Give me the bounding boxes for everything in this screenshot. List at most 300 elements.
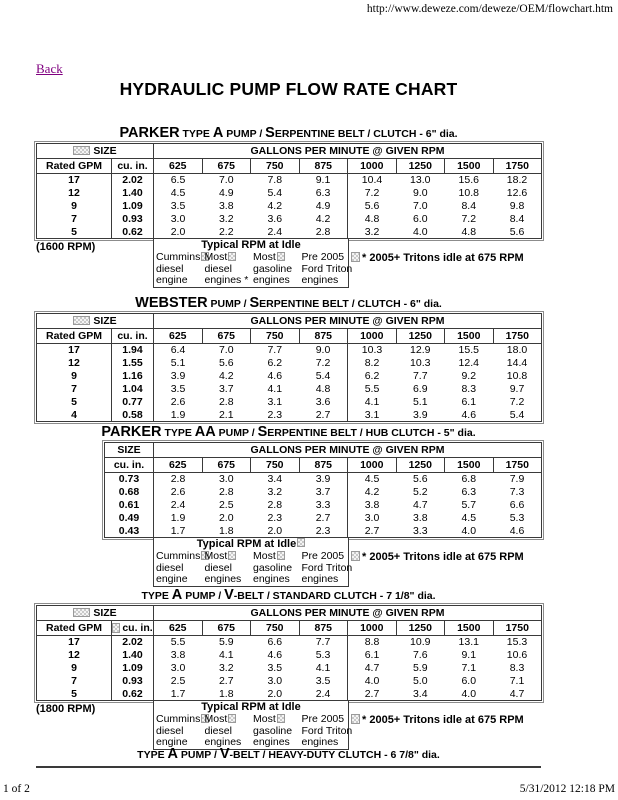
table-row <box>37 409 542 422</box>
column-header: 1750 <box>493 159 542 174</box>
title-segment: ERPENTINE BELT / CLUTCH - 6" dia. <box>274 128 458 140</box>
column-header: 1500 <box>445 621 494 636</box>
cell: 6.8 <box>461 473 477 485</box>
cell: 8.4 <box>461 199 477 212</box>
table-row <box>37 357 542 370</box>
cell: 3.7 <box>315 485 331 498</box>
table-title <box>36 126 541 141</box>
table-row <box>37 636 542 649</box>
cell: 3.0 <box>170 661 186 674</box>
table-row <box>37 213 542 226</box>
broken-image-icon <box>277 252 285 261</box>
column-header: cu. in. <box>112 159 154 174</box>
idle-note <box>351 551 524 563</box>
cell: 4.0 <box>461 524 477 537</box>
title-segment: A <box>212 125 224 141</box>
idle-columns <box>154 251 353 287</box>
cell: 2.7 <box>348 525 397 538</box>
table-row <box>37 649 542 662</box>
cell: 4.0 <box>412 225 428 238</box>
idle-rpm-box <box>153 701 353 750</box>
column-header: 675 <box>202 621 251 636</box>
idle-engine-line: Pre 2005 <box>301 550 345 562</box>
broken-image-icon <box>351 252 360 262</box>
table-row <box>37 226 542 239</box>
cell: 5.9 <box>412 661 428 674</box>
cell: 9.0 <box>315 344 331 356</box>
title-segment: S <box>249 295 260 311</box>
cell: 4.5 <box>170 186 186 199</box>
gpm-header: GALLONS PER MINUTE @ GIVEN RPM <box>154 606 542 621</box>
cell: 2.8 <box>170 473 186 485</box>
table-row <box>105 512 542 525</box>
flow-table-section-parker-type-a <box>0 126 618 291</box>
cell: 7.1 <box>461 661 477 674</box>
size-header <box>37 606 154 621</box>
cell: 1.8 <box>218 687 234 700</box>
cell: 6.9 <box>412 382 428 395</box>
idle-note-text: * 2005+ Tritons idle at 675 RPM <box>362 252 524 264</box>
table-row <box>37 344 542 357</box>
title-segment: PARKER <box>119 125 180 141</box>
idle-engine-col <box>300 713 353 749</box>
cell: 5.4 <box>509 408 525 421</box>
cell: 1.40 <box>112 187 154 200</box>
cell: 3.5 <box>315 674 331 687</box>
column-header: Rated GPM <box>37 159 112 174</box>
cell: 10.4 <box>348 174 397 187</box>
cell: 3.6 <box>315 395 331 408</box>
cell: 6.6 <box>509 498 525 511</box>
idle-engine-line: diesel <box>156 262 184 275</box>
cell: 3.9 <box>170 369 186 382</box>
idle-engine-col <box>251 252 300 287</box>
table-row <box>37 187 542 200</box>
cell: 5.6 <box>348 200 397 213</box>
table-row <box>37 688 542 701</box>
cell: 4.5 <box>461 511 477 524</box>
cell: 5.4 <box>315 369 331 382</box>
column-header: 625 <box>154 159 203 174</box>
title-segment: A <box>171 587 183 603</box>
cell: 1.7 <box>170 687 186 700</box>
cell: 5.4 <box>267 186 283 199</box>
title-segment: PUMP / <box>223 128 266 140</box>
title-segment: ERPENTINE BELT / HUB CLUTCH - 5" dia. <box>267 427 476 439</box>
column-header: 1000 <box>348 159 397 174</box>
idle-engine-line: Most <box>205 714 252 726</box>
column-header: 1250 <box>396 458 445 473</box>
idle-engine-line: Cummins <box>156 714 203 726</box>
cell: 3.1 <box>348 409 397 422</box>
cell: 17 <box>37 344 112 357</box>
idle-engine-line: engines <box>204 736 242 748</box>
idle-rpm-section <box>36 701 596 753</box>
gpm-header: GALLONS PER MINUTE @ GIVEN RPM <box>154 443 542 458</box>
idle-title-text: Typical RPM at Idle <box>196 538 297 550</box>
cell: 2.4 <box>267 225 283 238</box>
table-row <box>37 396 542 409</box>
size-label: SIZE <box>93 144 117 157</box>
cell: 8.3 <box>509 661 525 674</box>
cell: 17 <box>37 174 112 187</box>
column-header-row <box>37 329 542 344</box>
column-header: 1500 <box>445 159 494 174</box>
cell: 7.0 <box>218 174 234 186</box>
column-header: 750 <box>251 159 300 174</box>
column-header: 625 <box>154 621 203 636</box>
cell: 5.6 <box>509 225 525 238</box>
cell: 18.2 <box>506 174 528 186</box>
idle-engine-line: Most <box>205 551 252 563</box>
cell: 2.4 <box>170 498 186 511</box>
idle-engine-col <box>203 252 252 287</box>
cell: 7 <box>37 675 112 688</box>
idle-engine-col <box>154 551 203 586</box>
column-header: Rated GPM <box>37 329 112 344</box>
cell: 5.7 <box>461 498 477 511</box>
cell: 0.93 <box>112 213 154 226</box>
cell: 10.9 <box>410 636 431 648</box>
cell: 6.0 <box>412 212 428 225</box>
idle-title: Typical RPM at Idle <box>201 701 301 713</box>
idle-engine-line: diesel <box>156 724 184 737</box>
column-header-row <box>37 621 542 636</box>
cell: 0.62 <box>112 688 154 701</box>
cell: 2.2 <box>218 225 234 238</box>
cell: 7.7 <box>267 344 283 356</box>
cell: 7.1 <box>509 674 525 687</box>
idle-note <box>351 252 524 264</box>
cell: 10.6 <box>506 648 528 661</box>
group-header-row <box>37 314 542 329</box>
cell: 4.7 <box>412 498 428 511</box>
rated-rpm-label: (1600 RPM) <box>36 241 96 253</box>
cell: 4.0 <box>461 687 477 700</box>
cell: 2.8 <box>267 498 283 511</box>
cell: 9.1 <box>461 648 477 661</box>
cell: 5.5 <box>348 383 397 396</box>
cell: 4.9 <box>315 199 331 212</box>
idle-engine-line: gasoline <box>253 561 293 574</box>
cell: 4.1 <box>315 661 331 674</box>
idle-engine-line: gasoline <box>253 262 293 275</box>
column-header: 750 <box>251 621 300 636</box>
title-segment: TYPE <box>137 749 168 761</box>
cell: 3.0 <box>170 212 186 225</box>
group-header-row <box>37 606 542 621</box>
column-header: Rated GPM <box>37 621 112 636</box>
title-segment: V <box>219 746 230 762</box>
cell: 7.8 <box>267 174 283 186</box>
cell: 6.5 <box>170 174 186 186</box>
broken-image-icon <box>73 146 90 155</box>
column-header: 750 <box>251 458 300 473</box>
table-row <box>37 662 542 675</box>
cell: 2.6 <box>170 395 186 408</box>
cell: 1.9 <box>170 408 186 421</box>
cell: 6.3 <box>315 186 331 199</box>
cell: 4.1 <box>348 396 397 409</box>
group-header-row <box>37 144 542 159</box>
cell: 14.4 <box>506 356 528 369</box>
idle-engine-line: engines * <box>204 274 249 286</box>
column-header: 1500 <box>445 329 494 344</box>
idle-engine-line: Most <box>205 252 252 264</box>
cell: 9.0 <box>412 186 428 199</box>
cell: 9.1 <box>315 174 331 186</box>
idle-engine-line: engine <box>156 736 188 748</box>
table-row <box>37 675 542 688</box>
column-header: 1500 <box>445 458 494 473</box>
idle-engine-line: Cummins <box>156 551 203 563</box>
footer-timestamp: 5/31/2012 12:18 PM <box>519 783 615 795</box>
cell: 18.0 <box>506 344 528 356</box>
idle-engine-line: engines <box>301 573 339 585</box>
cell: 3.8 <box>348 499 397 512</box>
cell: 3.8 <box>170 648 186 661</box>
idle-engine-line: Cummins <box>156 252 203 264</box>
cell: 7.2 <box>509 395 525 408</box>
idle-rpm-section <box>36 239 596 291</box>
cell: 4.2 <box>315 212 331 225</box>
cell: 6.6 <box>267 636 283 648</box>
column-header: 1750 <box>493 329 542 344</box>
cell: 2.8 <box>218 395 234 408</box>
idle-note <box>351 714 524 726</box>
cell: 3.6 <box>267 212 283 225</box>
cell: 0.62 <box>112 226 154 239</box>
cell: 4.6 <box>461 408 477 421</box>
cell: 0.61 <box>105 499 154 512</box>
idle-engine-col <box>300 550 353 586</box>
idle-engine-line: diesel <box>204 724 232 737</box>
title-segment: PARKER <box>101 424 162 440</box>
cell: 7.0 <box>412 199 428 212</box>
title-segment: S <box>265 125 275 141</box>
cell: 6.2 <box>348 370 397 383</box>
broken-image-icon <box>73 608 90 617</box>
table-row <box>105 486 542 499</box>
cell: 4.7 <box>509 687 525 700</box>
idle-rpm-box <box>153 239 353 288</box>
flow-table-section-type-a-vbelt-heavy-duty <box>0 747 618 768</box>
cell: 7.3 <box>509 485 525 498</box>
cell: 5.3 <box>509 511 525 524</box>
cell: 8.8 <box>348 636 397 649</box>
idle-engine-col <box>251 551 300 586</box>
cell: 12.9 <box>410 344 431 356</box>
rated-rpm-label: (1800 RPM) <box>36 703 96 715</box>
column-header: 875 <box>299 458 348 473</box>
cell: 12.4 <box>458 356 479 369</box>
cell: 9 <box>37 662 112 675</box>
idle-engine-line: Pre 2005 <box>301 251 345 263</box>
table-title <box>36 747 541 762</box>
idle-engine-col <box>300 251 353 287</box>
cell: 3.2 <box>218 661 234 674</box>
idle-engine-line: diesel <box>204 262 232 275</box>
table-row <box>37 174 542 187</box>
print-header-url: http://www.deweze.com/deweze/OEM/flowchart.htm <box>366 3 613 15</box>
idle-engine-line: engine <box>156 274 188 286</box>
cell: 5.0 <box>412 674 428 687</box>
title-segment: PUMP / <box>177 749 220 761</box>
cell: 9 <box>37 370 112 383</box>
cell: 17 <box>37 636 112 649</box>
cell: 12 <box>37 357 112 370</box>
title-segment: A <box>167 746 178 762</box>
cell: 7.2 <box>315 356 331 369</box>
cell: 5.1 <box>412 395 428 408</box>
cell: 12 <box>37 187 112 200</box>
cell: 0.43 <box>105 525 154 538</box>
size-header <box>37 314 154 329</box>
cell: 6.1 <box>348 649 397 662</box>
idle-engine-line: engines <box>253 736 290 748</box>
cell: 7.7 <box>412 369 428 382</box>
flow-rate-table <box>36 605 542 701</box>
idle-engine-line: Ford Triton <box>301 724 353 737</box>
cell: 5.3 <box>315 648 331 661</box>
cell: 2.7 <box>315 511 331 524</box>
cell: 4.0 <box>348 675 397 688</box>
cell: 4.8 <box>315 382 331 395</box>
broken-image-icon <box>277 551 285 560</box>
cell: 3.2 <box>218 212 234 225</box>
cell: 0.77 <box>112 396 154 409</box>
column-header: 1250 <box>396 159 445 174</box>
cell: 4.8 <box>348 213 397 226</box>
cell: 4.2 <box>267 199 283 212</box>
cell: 9.8 <box>509 199 525 212</box>
cell: 13.0 <box>410 174 431 186</box>
table-title <box>36 296 541 311</box>
idle-engine-line: Ford Triton <box>301 262 353 275</box>
column-header-row <box>37 159 542 174</box>
broken-image-icon <box>73 316 90 325</box>
idle-note-text: * 2005+ Tritons idle at 675 RPM <box>362 551 524 563</box>
cell: 4.2 <box>218 369 234 382</box>
table-row <box>37 200 542 213</box>
table-row <box>105 473 542 486</box>
idle-engine-line: diesel <box>204 561 232 574</box>
title-segment: ERPENTINE BELT / CLUTCH - 6" dia. <box>259 298 442 310</box>
cell: 1.04 <box>112 383 154 396</box>
cell: 4.5 <box>348 473 397 486</box>
cell: 1.09 <box>112 662 154 675</box>
cell: 3.0 <box>348 512 397 525</box>
column-header-text: cu. in. <box>122 621 153 634</box>
cell: 4.8 <box>461 225 477 238</box>
title-segment: PUMP / <box>182 590 225 602</box>
idle-engine-line: Most <box>253 714 300 726</box>
cell: 1.8 <box>218 524 234 537</box>
cell: 12 <box>37 649 112 662</box>
cell: 5 <box>37 396 112 409</box>
column-header: 1250 <box>396 329 445 344</box>
idle-engine-line: engines <box>253 573 290 585</box>
cell: 10.8 <box>458 186 479 199</box>
cell: 9.2 <box>461 369 477 382</box>
broken-image-icon <box>228 551 236 560</box>
column-header: 1000 <box>348 458 397 473</box>
page-title: HYDRAULIC PUMP FLOW RATE CHART <box>119 79 458 99</box>
title-segment: -BELT / HEAVY-DUTY CLUTCH - 6 7/8" dia. <box>229 749 440 761</box>
flow-table-section-webster <box>0 296 618 422</box>
cell: 6.4 <box>170 344 186 356</box>
size-label: SIZE <box>93 314 117 327</box>
cell: 3.7 <box>218 382 234 395</box>
cell: 2.6 <box>170 485 186 498</box>
size-header <box>105 443 154 458</box>
title-segment: PUMP / <box>215 427 258 439</box>
table-row <box>105 499 542 512</box>
idle-engine-line: engines <box>204 573 242 585</box>
cell: 2.02 <box>112 636 154 649</box>
footer-page-number: 1 of 2 <box>3 783 30 795</box>
cell: 1.09 <box>112 200 154 213</box>
idle-note-text: * 2005+ Tritons idle at 675 RPM <box>362 714 524 726</box>
idle-engine-line: Ford Triton <box>301 561 353 574</box>
cell: 3.5 <box>170 199 186 212</box>
cell: 2.3 <box>315 524 331 537</box>
cell: 4.6 <box>267 648 283 661</box>
cell: 2.5 <box>218 498 234 511</box>
cell: 2.0 <box>267 687 283 700</box>
cell: 15.3 <box>506 636 528 648</box>
cell: 15.6 <box>458 174 479 186</box>
cell: 2.1 <box>218 408 234 421</box>
idle-title: Typical RPM at Idle <box>201 239 301 251</box>
cell: 6.2 <box>267 356 283 369</box>
cell: 3.1 <box>267 395 283 408</box>
broken-image-icon <box>228 252 236 261</box>
column-header: 750 <box>251 329 300 344</box>
idle-engine-col <box>154 714 203 749</box>
cell: 7.2 <box>461 212 477 225</box>
column-header: 1000 <box>348 329 397 344</box>
gpm-header: GALLONS PER MINUTE @ GIVEN RPM <box>154 144 542 159</box>
cell: 8.3 <box>461 382 477 395</box>
back-link[interactable]: Back <box>36 61 63 76</box>
cell: 9.7 <box>509 382 525 395</box>
column-header: 625 <box>154 329 203 344</box>
idle-rpm-box <box>153 538 353 587</box>
column-header: 675 <box>202 329 251 344</box>
table-row <box>37 370 542 383</box>
title-segment: V <box>224 587 234 603</box>
cell: 3.4 <box>412 687 428 700</box>
cell: 7 <box>37 213 112 226</box>
size-header <box>37 144 154 159</box>
cell: 2.0 <box>170 225 186 238</box>
idle-engine-line: Most <box>253 252 300 264</box>
idle-engine-line: engine <box>156 573 188 585</box>
cell: 1.7 <box>170 524 186 537</box>
idle-engine-line: engines <box>301 736 339 748</box>
column-header: 1750 <box>493 458 542 473</box>
cell: 0.58 <box>112 409 154 422</box>
cell: 3.2 <box>267 485 283 498</box>
cell: 9 <box>37 200 112 213</box>
table-row <box>105 525 542 538</box>
idle-engine-line: diesel <box>156 561 184 574</box>
flow-table-section-type-a-vbelt-standard <box>0 588 618 753</box>
cell: 3.9 <box>315 473 331 485</box>
cell: 3.3 <box>412 524 428 537</box>
cell: 3.2 <box>348 226 397 239</box>
